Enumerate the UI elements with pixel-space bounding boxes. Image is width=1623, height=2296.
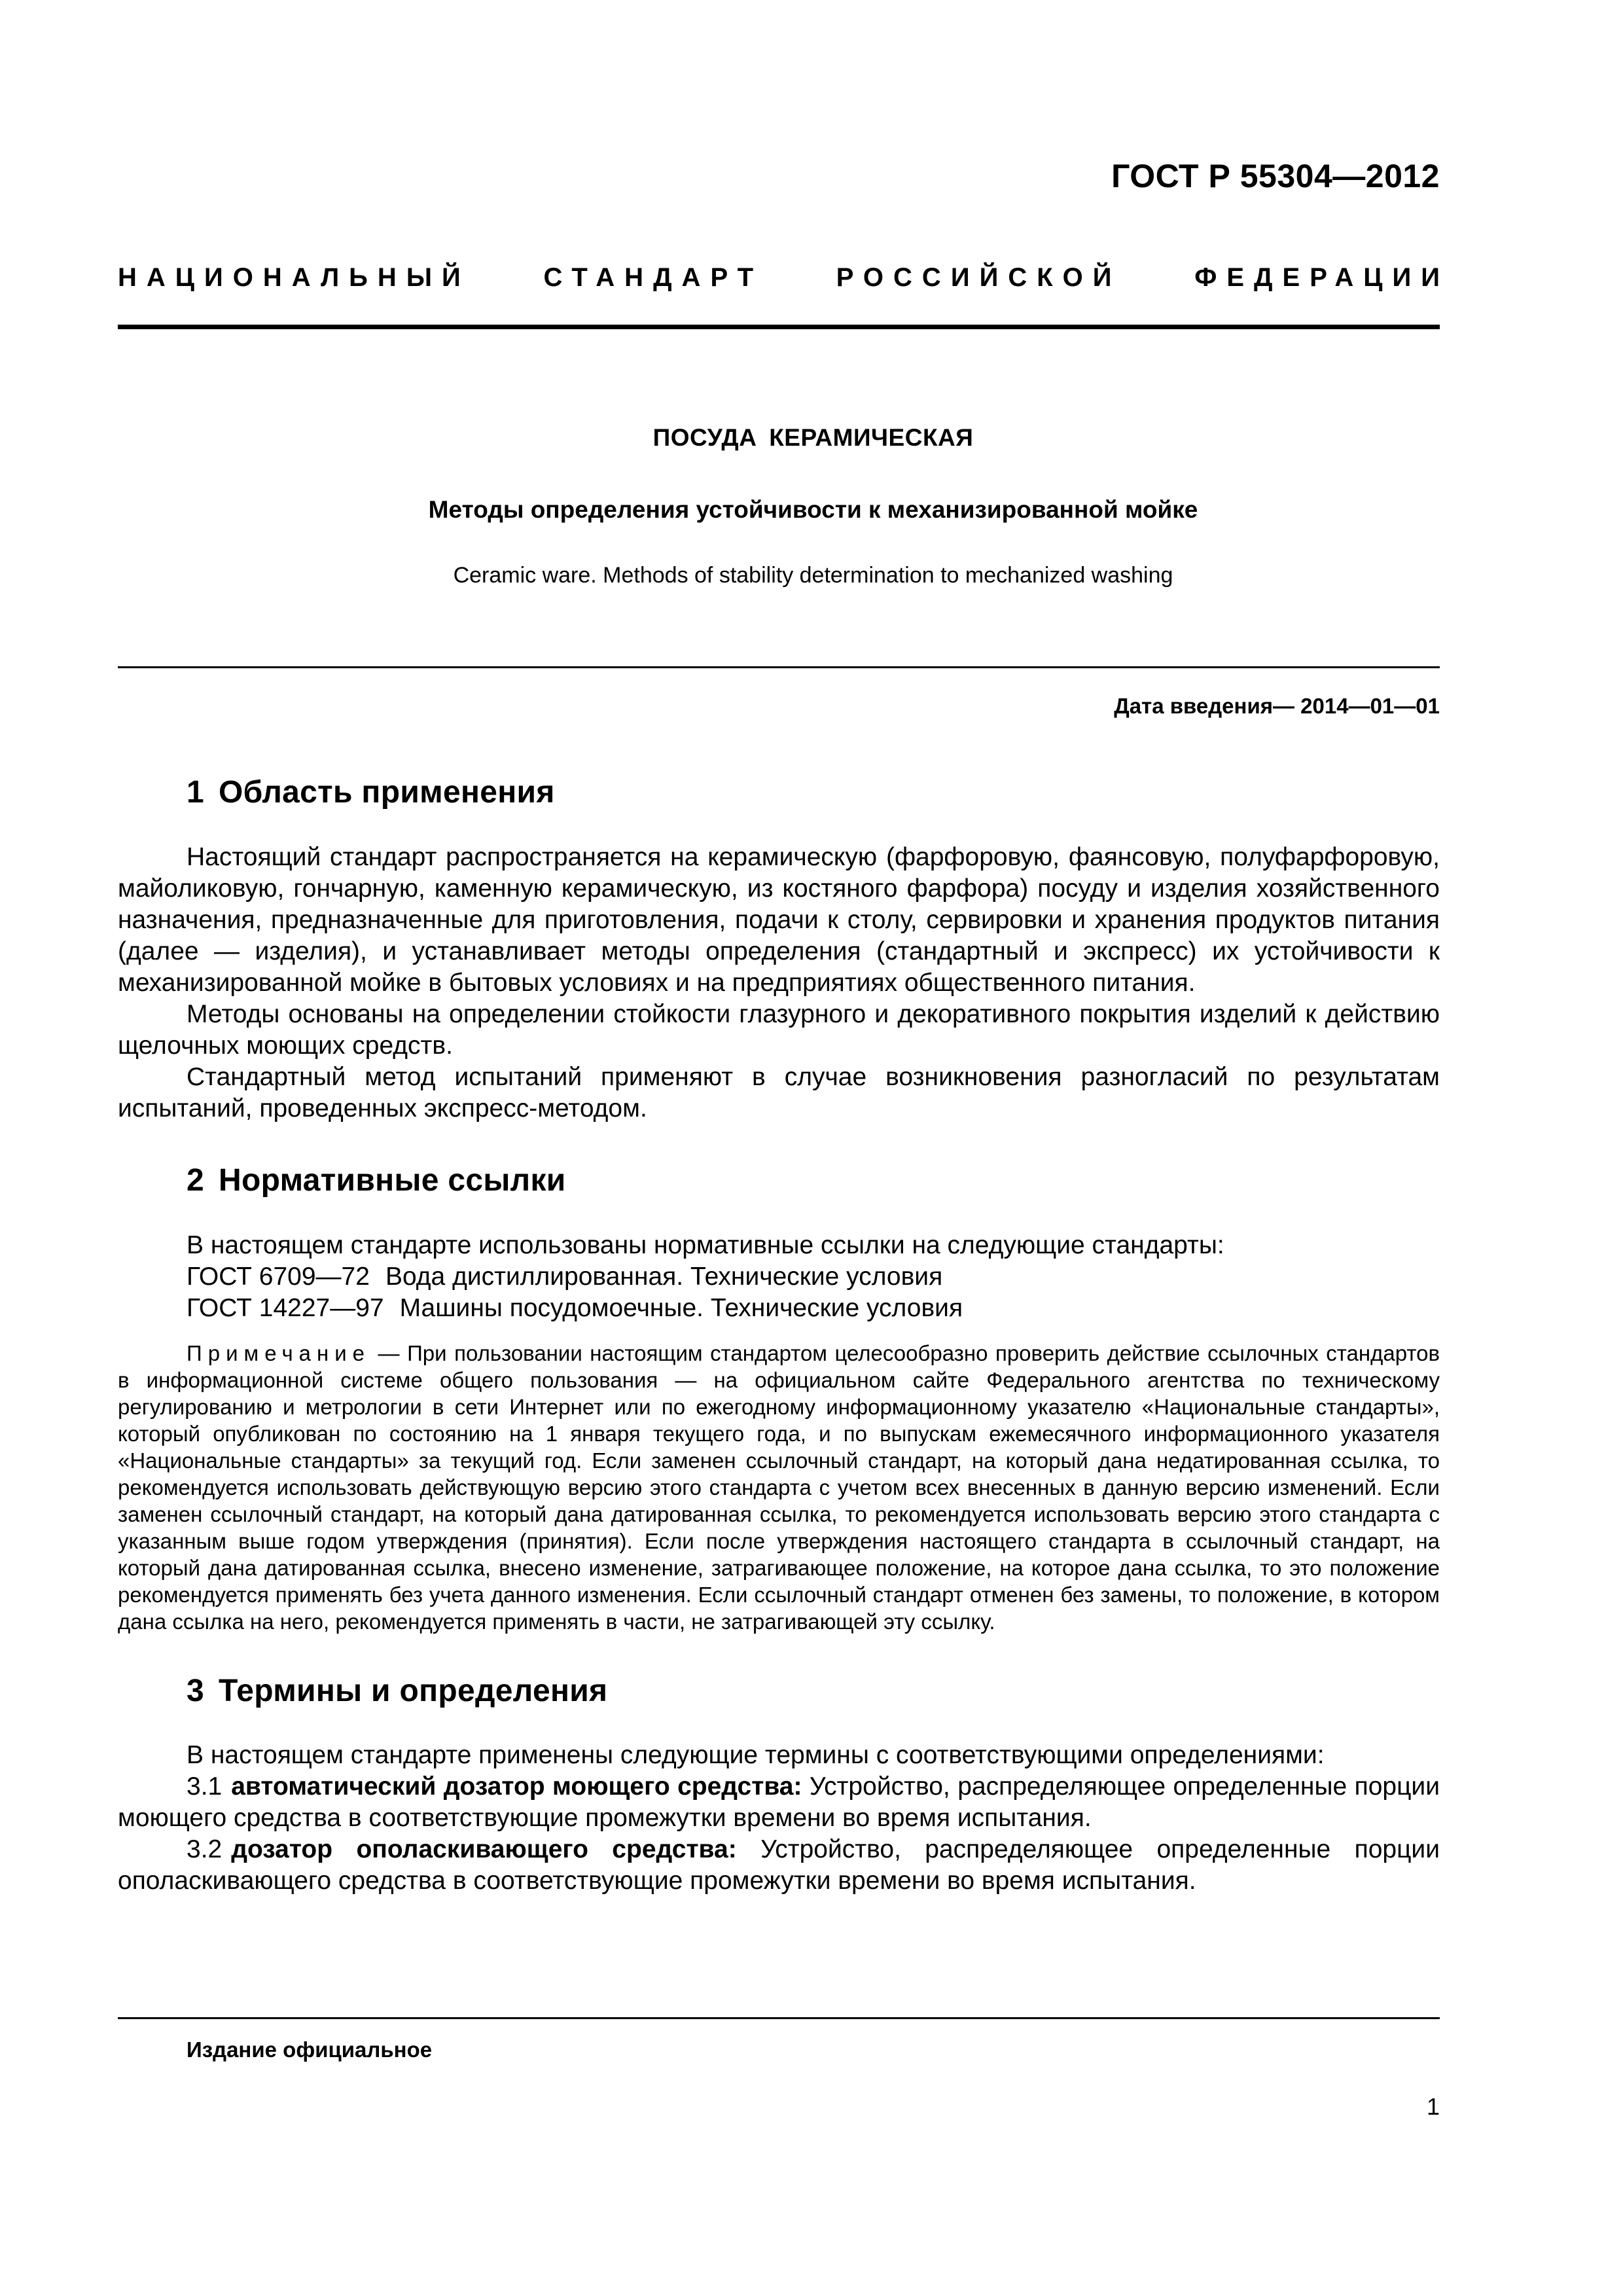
paragraph: В настоящем стандарте применены следующие термины с соответствующими определениями:: [187, 1741, 1325, 1770]
section-heading: 2 Нормативные ссылки: [187, 1162, 566, 1198]
english-title: Ceramic ware. Methods of stability determination to mechanized washing: [453, 563, 1173, 588]
section-scope: [118, 776, 1440, 1124]
banner-word: НАЦИОНАЛЬНЫЙ: [118, 263, 471, 292]
section-terms: [118, 1674, 1440, 1897]
paragraph: Методы основаны на определении стойкости глазурного и декоративного покрытия изделий к действию щелочных моющих средств.: [118, 999, 1440, 1060]
section-heading: 3 Термины и определения: [187, 1673, 608, 1708]
document-body: [118, 776, 1440, 1936]
document-page: [118, 0, 1450, 2296]
term-definition: 3.1 автоматический дозатор моющего средства: Устройство, распределяющее определенные порции моющего средства в соответствующие промежутки времени во время испытания.: [118, 1772, 1440, 1833]
paragraph: Настоящий стандарт распространяется на керамическую (фарфоровую, фаянсовую, полуфарфоровую, майоликовую, гончарную, каменную керамическую, из костяного фарфора) посуду и изделия хозяйственного назначения, предназначенные для приготовления, подачи к столу, сервировки и хранения продуктов питания (далее — изделия), и устанавливает методы определения (стандартный и экспресс) их устойчивости к механизированной мойке в бытовых условиях и на предприятиях общественного питания.: [118, 842, 1440, 997]
effective-date: Дата введения— 2014—01—01: [1114, 694, 1440, 718]
reference-item: ГОСТ 14227—97 Машины посудомоечные. Технические условия: [187, 1293, 963, 1322]
page-number: 1: [1426, 2093, 1440, 2120]
standard-code: ГОСТ Р 55304—2012: [1111, 158, 1440, 194]
official-edition-label: Издание официальное: [187, 2037, 433, 2062]
banner-word: ФЕДЕРАЦИИ: [1194, 263, 1450, 292]
reference-item: ГОСТ 6709—72 Вода дистиллированная. Технические условия: [187, 1262, 943, 1291]
note-paragraph: Примечание — При пользовании настоящим стандартом целесообразно проверить действие ссылочных стандартов в информационной системе общего пользования — на официальном сайте Федерального агентства по техническому регулированию и метрологии в сети Интернет или по ежегодному информационному указателю «Национальные стандарты», который опубликован по состоянию на 1 января текущего года, и по выпускам ежемесячного информационного указателя «Национальные стандарты» за текущий год. Если заменен ссылочный стандарт, на который дана недатированная ссылка, то рекомендуется использовать действующую версию этого стандарта с учетом всех внесенных в данную версию изменений. Если заменен ссылочный стандарт, на который дана датированная ссылка, то рекомендуется использовать версию этого стандарта с указанным выше годом утверждения (принятия). Если после утверждения настоящего стандарта в ссылочный стандарт, на который дана датированная ссылка, внесено изменение, затрагивающее положение, на которое дана ссылка, то это положение рекомендуется применять без учета данного изменения. Если ссылочный стандарт отменен без замены, то положение, в котором дана ссылка на него, рекомендуется применять в части, не затрагивающей эту ссылку.: [118, 1340, 1440, 1634]
national-standard-banner: [118, 263, 1450, 293]
section-heading: 1 Область применения: [187, 775, 555, 810]
footer-rule: [118, 2017, 1440, 2019]
section-normative-references: [118, 1164, 1440, 1635]
document-subtitle: Методы определения устойчивости к механизированной мойке: [428, 496, 1198, 523]
note-label: Примечание: [187, 1340, 371, 1365]
banner-word: СТАНДАРТ: [543, 263, 764, 292]
banner-word: РОССИЙСКОЙ: [836, 263, 1122, 292]
title-rule: [118, 666, 1440, 668]
paragraph: В настоящем стандарте использованы нормативные ссылки на следующие стандарты:: [187, 1230, 1224, 1259]
header-rule: [118, 325, 1440, 329]
paragraph: Стандартный метод испытаний применяют в случае возникновения разногласий по результатам испытаний, проведенных экспресс-методом.: [118, 1062, 1440, 1122]
term-definition: 3.2 дозатор ополаскивающего средства: Устройство, распределяющее определенные порции ополаскивающего средства в соответствующие промежутки времени во время испытания.: [118, 1835, 1440, 1895]
document-title: ПОСУДА КЕРАМИЧЕСКАЯ: [652, 424, 974, 451]
